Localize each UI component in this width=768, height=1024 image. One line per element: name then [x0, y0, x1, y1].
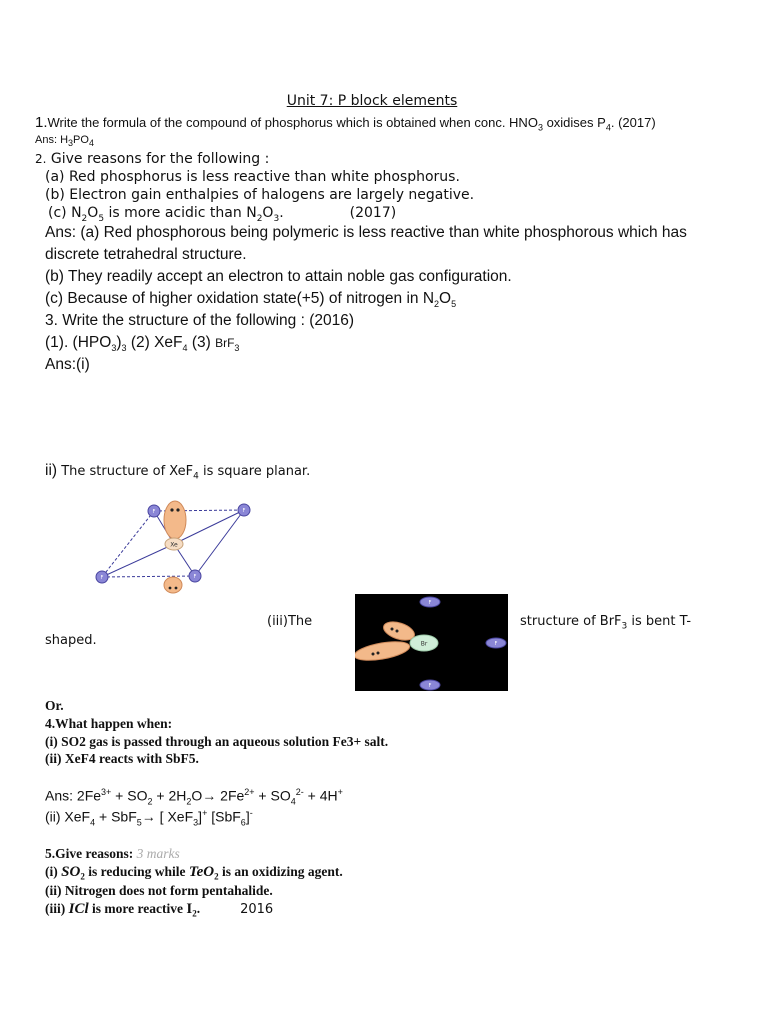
answer-1: Ans: $H_3PO_4$ [35, 134, 94, 149]
answer-4-ii: (ii) XeF$_4$ + SbF$_5$→ [ XeF$_3$]+ [SbF$_6$]- [45, 808, 253, 828]
question-5-i: (i) $SO_2$ is reducing while TeO$_2$ is an oxidizing agent. [45, 864, 343, 882]
question-3-heading: 3. Write the structure of the following : (2016) [45, 312, 355, 329]
question-2b: (b) Electron gain enthalpies of halogens are largely negative. [45, 187, 475, 203]
question-1: 1.Write the formula of the compound of phosphorus which is obtained when conc. $HNO_3$ oxidises $P_4$. (2017) [35, 114, 656, 133]
answer-3-iii-left: (iii)The [267, 614, 313, 629]
or-label: Or. [45, 698, 64, 713]
xef4-f-label-1: F [152, 509, 156, 515]
answer-2a-line2: discrete tetrahedral structure. [45, 246, 247, 263]
answer-3-i: Ans:(i) [45, 356, 90, 373]
brf3-br-label: Br [420, 640, 428, 648]
brf3-f-label-2: F [494, 641, 498, 647]
brf3-f-label-1: F [428, 600, 432, 606]
question-5-heading: 5.Give reasons: 3 marks [45, 846, 180, 861]
brf3-f-label-3: F [428, 683, 432, 689]
question-3-parts: (1). $(HPO_3)_3$ (2) XeF$_4$ (3) BrF$_3$ [45, 334, 240, 354]
question-2a: (a) Red phosphorus is less reactive than white phosphorus. [45, 169, 460, 185]
question-4-i: (i) SO2 gas is passed through an aqueous solution Fe3+ salt. [45, 734, 389, 749]
question-5-year: 2016 [240, 902, 274, 917]
answer-3-iii-right: structure of BrF$_3$ is bent T- [520, 614, 692, 632]
page-title: Unit 7: P block elements [286, 93, 458, 109]
answer-2a-line1: Ans: (a) Red phosphorous being polymeric is less reactive than white phosphorous which has [45, 224, 687, 241]
xef4-f-label-2: F [242, 508, 246, 514]
answer-3-ii: ii) The structure of XeF$_4$ is square planar. [45, 462, 311, 482]
xef4-structure-diagram [88, 496, 258, 596]
question-5-ii: (ii) Nitrogen does not form pentahalide. [45, 883, 273, 898]
brf3-structure-diagram [355, 594, 508, 691]
xef4-f-label-4: F [193, 574, 197, 580]
answer-2c: (c) Because of higher oxidation state(+5) of nitrogen in $N_2O_5$ [45, 290, 457, 310]
question-2-heading: 2. Give reasons for the following : [35, 151, 270, 167]
brf3-structure-image [355, 594, 508, 691]
answer-2b: (b) They readily accept an electron to attain noble gas configuration. [45, 268, 512, 285]
question-4-ii: (ii) XeF4 reacts with SbF5. [45, 751, 199, 766]
question-4-heading: 4.What happen when: [45, 716, 173, 731]
answer-3-iii-shaped: shaped. [45, 633, 97, 648]
xef4-f-label-3: F [100, 575, 104, 581]
question-2c: (c) $N_2O_5$ is more acidic than $N_2O_3$. (2017) [48, 205, 397, 224]
answer-4-i: Ans: $2Fe^{3+} + SO_2 + 2H_2O\to 2Fe^{2+} + SO_4^{2-} + 4H^+$ [45, 787, 343, 807]
marks-badge: 3 marks [136, 846, 180, 861]
question-5-iii: (iii) ICl is more reactive $I_2$. 2016 [45, 901, 274, 919]
xef4-xe-label: Xe [170, 541, 178, 549]
